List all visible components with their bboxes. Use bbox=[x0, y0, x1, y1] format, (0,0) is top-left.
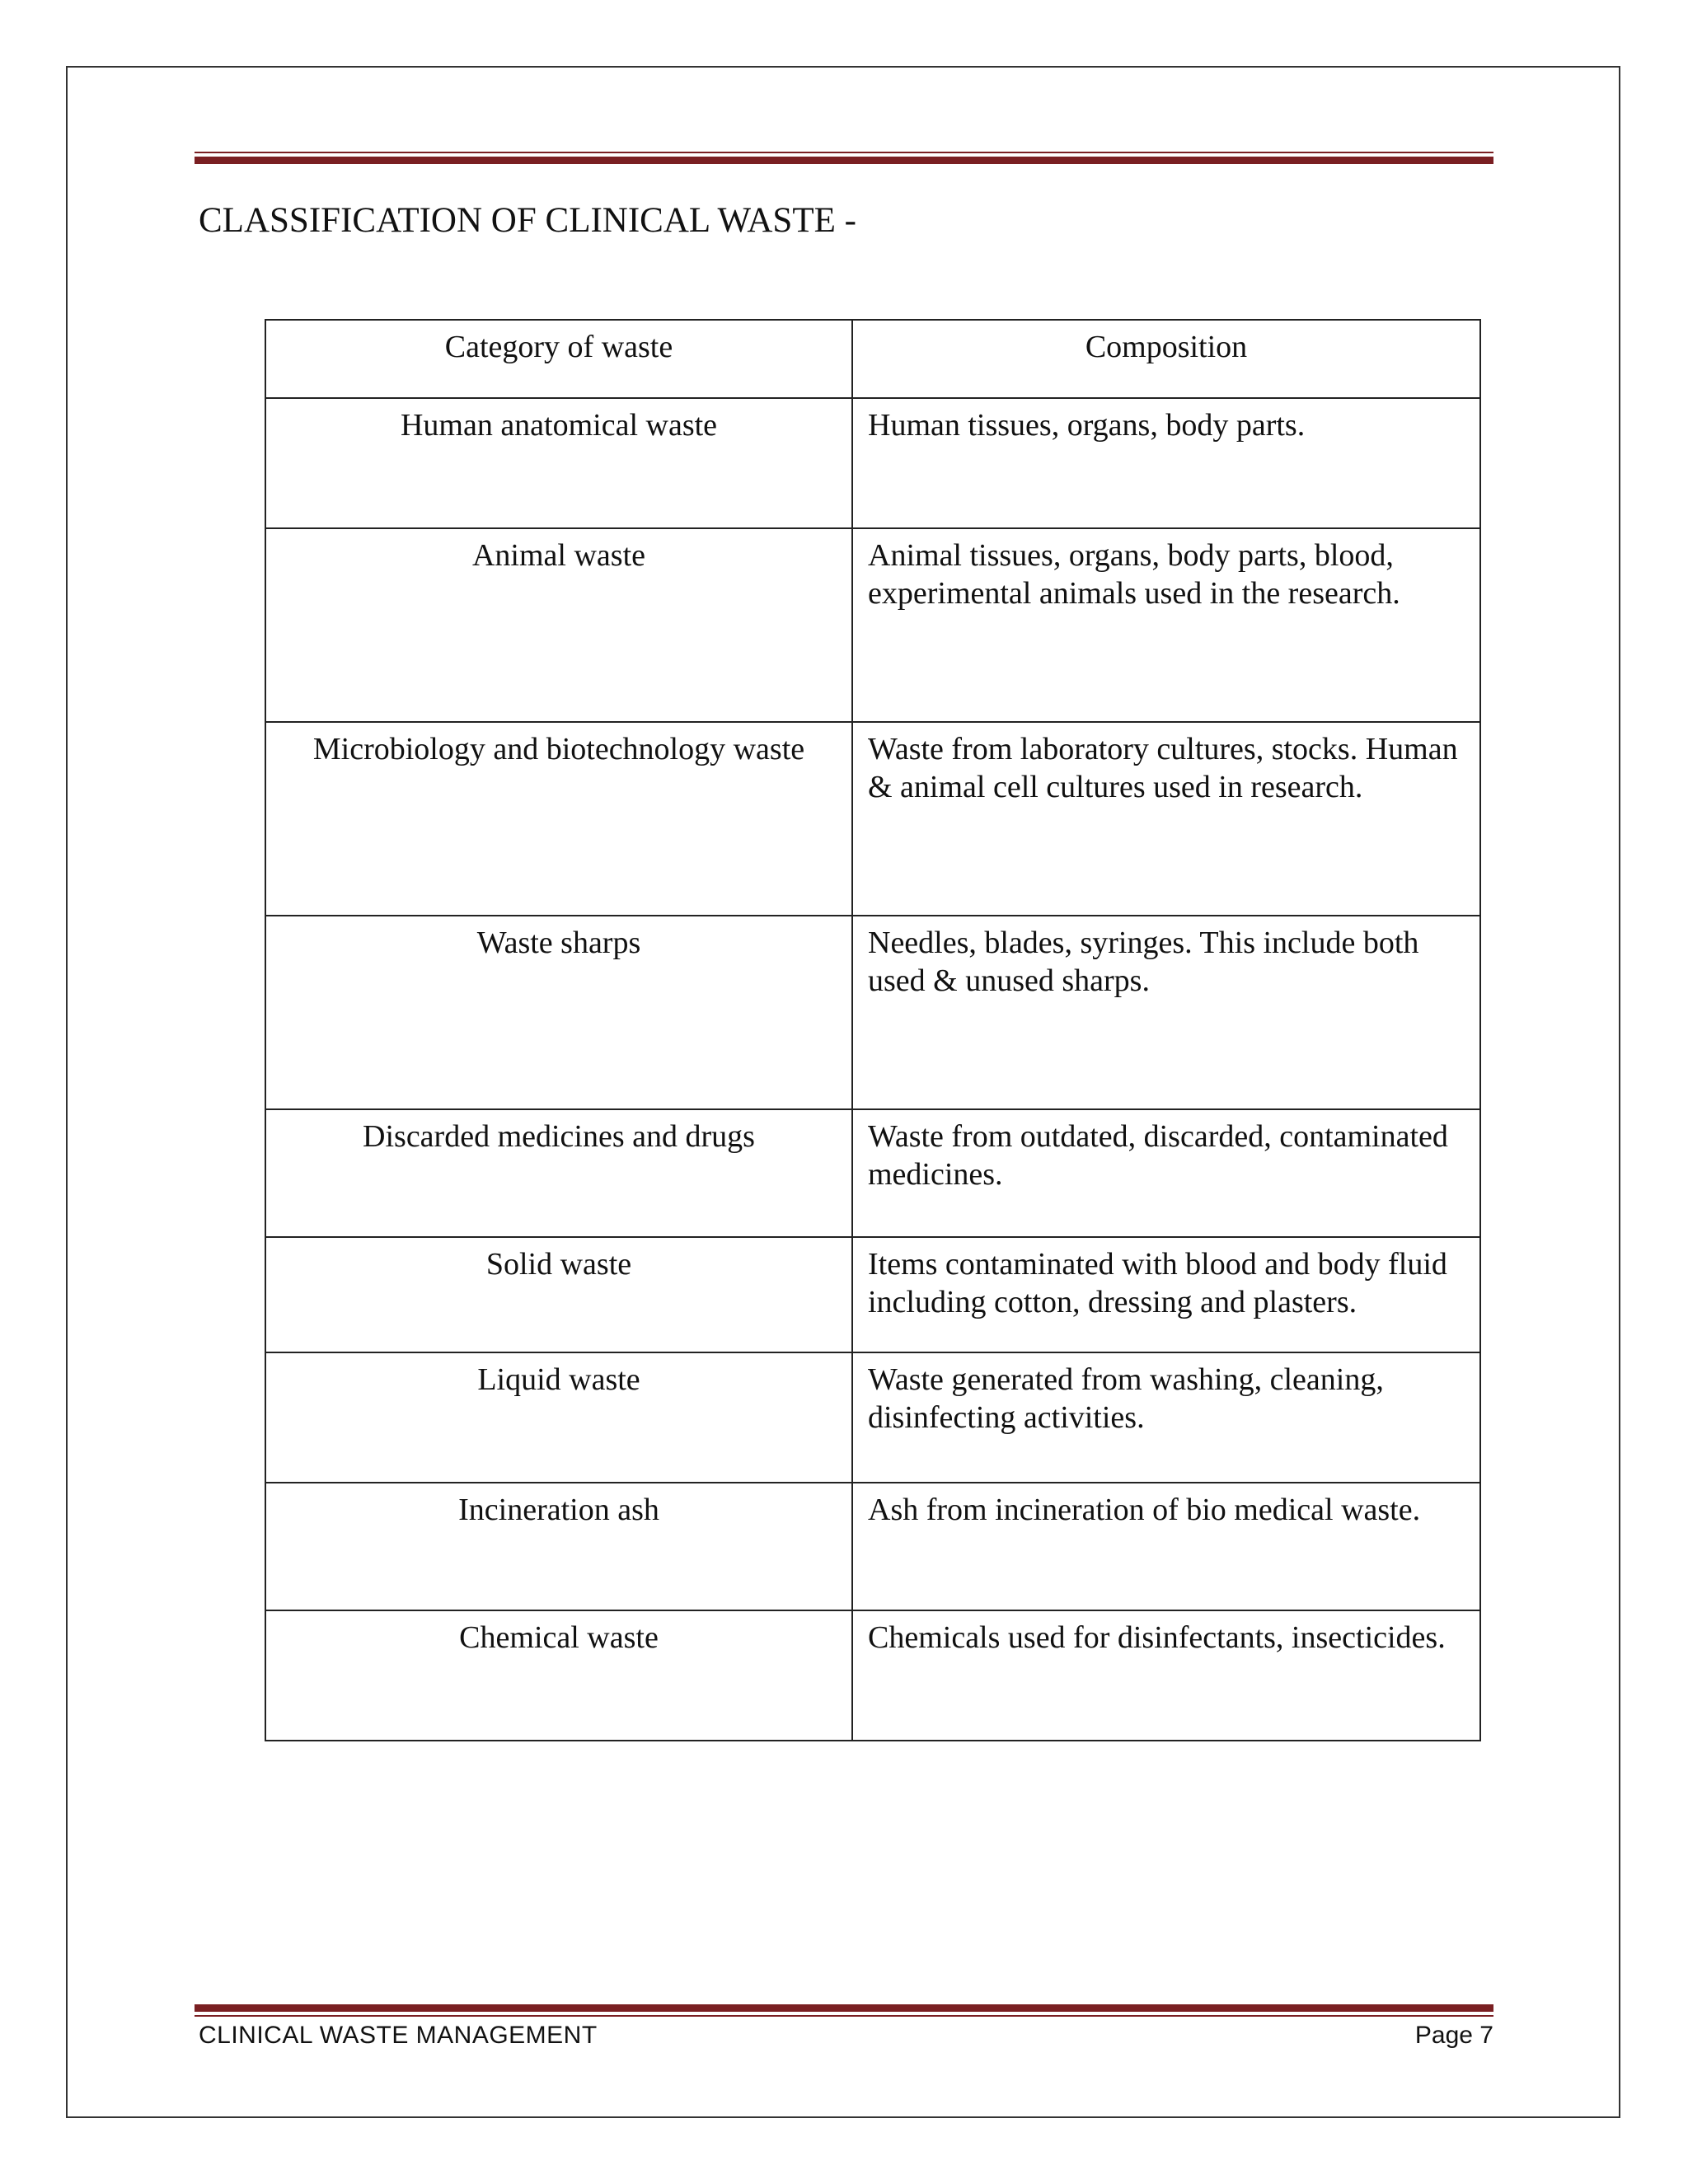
table-row bbox=[265, 722, 1480, 916]
table-row bbox=[265, 1109, 1480, 1237]
composition-cell: Human tissues, organs, body parts. bbox=[852, 398, 1480, 528]
composition-cell: Waste from laboratory cultures, stocks. Human & animal cell cultures used in research. bbox=[852, 722, 1480, 916]
table-row bbox=[265, 1483, 1480, 1610]
table-row bbox=[265, 398, 1480, 528]
category-cell: Chemical waste bbox=[265, 1610, 852, 1741]
footer-page-number: Page 7 bbox=[1414, 2022, 1493, 2049]
table-header-row bbox=[265, 320, 1480, 398]
table-row bbox=[265, 1352, 1480, 1483]
category-cell: Incineration ash bbox=[265, 1483, 852, 1610]
table-row bbox=[265, 528, 1480, 722]
footer-rule bbox=[195, 2004, 1493, 2017]
page-title: CLASSIFICATION OF CLINICAL WASTE - bbox=[199, 201, 856, 240]
category-cell: Animal waste bbox=[265, 528, 852, 722]
composition-cell: Chemicals used for disinfectants, insecticides. bbox=[852, 1610, 1480, 1741]
category-cell: Discarded medicines and drugs bbox=[265, 1109, 852, 1237]
category-cell: Liquid waste bbox=[265, 1352, 852, 1483]
category-cell: Microbiology and biotechnology waste bbox=[265, 722, 852, 916]
header-rule bbox=[195, 152, 1493, 164]
category-cell: Human anatomical waste bbox=[265, 398, 852, 528]
composition-cell: Animal tissues, organs, body parts, blood, experimental animals used in the research. bbox=[852, 528, 1480, 722]
column-header-category: Category of waste bbox=[265, 320, 852, 398]
composition-cell: Items contaminated with blood and body fluid including cotton, dressing and plasters. bbox=[852, 1237, 1480, 1352]
waste-classification-table bbox=[265, 319, 1481, 1741]
composition-cell: Waste from outdated, discarded, contaminated medicines. bbox=[852, 1109, 1480, 1237]
category-cell: Waste sharps bbox=[265, 916, 852, 1109]
footer-document-title: CLINICAL WASTE MANAGEMENT bbox=[199, 2022, 598, 2049]
composition-cell: Ash from incineration of bio medical waste. bbox=[852, 1483, 1480, 1610]
category-cell: Solid waste bbox=[265, 1237, 852, 1352]
table-row bbox=[265, 1610, 1480, 1741]
column-header-composition: Composition bbox=[852, 320, 1480, 398]
composition-cell: Waste generated from washing, cleaning, disinfecting activities. bbox=[852, 1352, 1480, 1483]
table-row bbox=[265, 916, 1480, 1109]
composition-cell: Needles, blades, syringes. This include both used & unused sharps. bbox=[852, 916, 1480, 1109]
table-row bbox=[265, 1237, 1480, 1352]
